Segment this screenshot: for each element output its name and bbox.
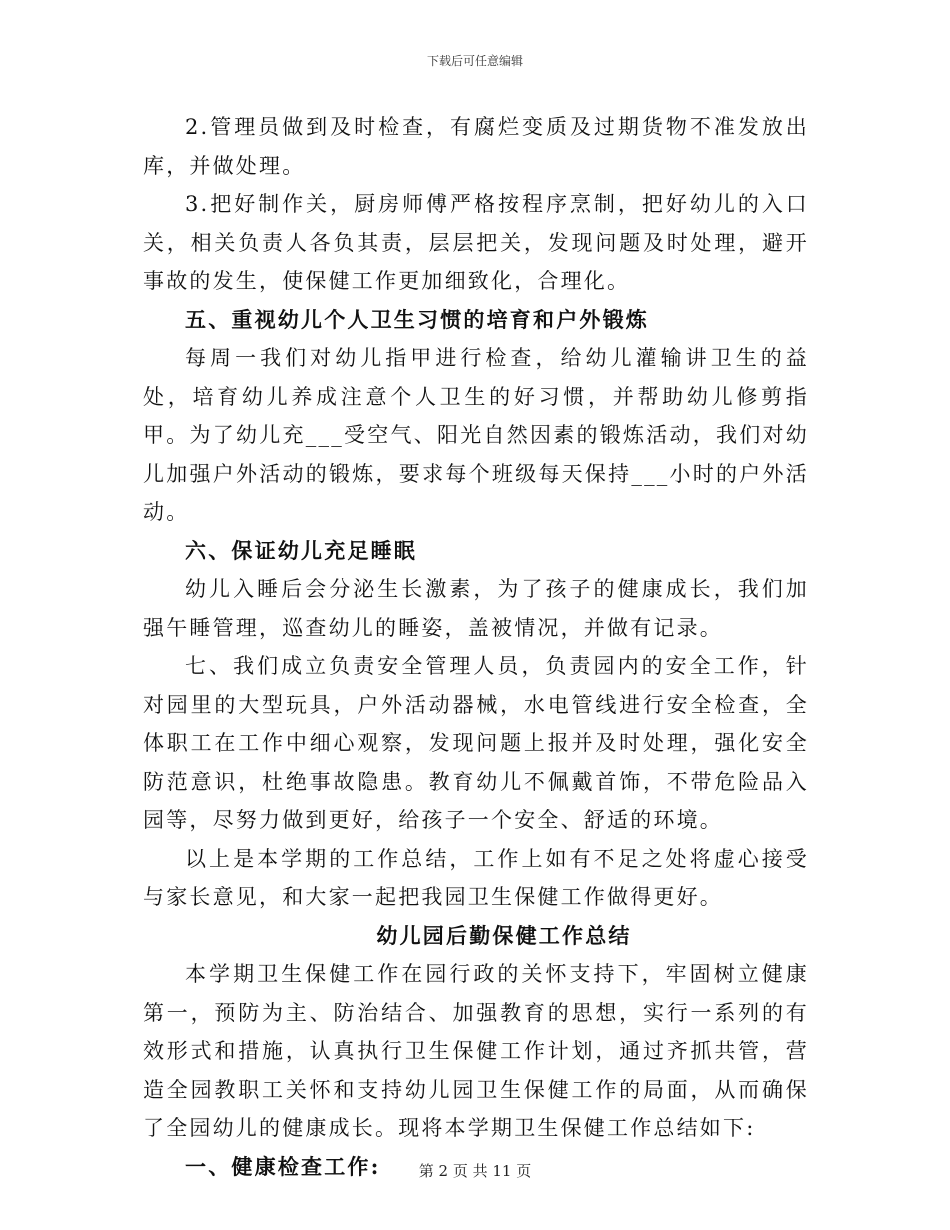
section-heading-sleep: 六、保证幼儿充足睡眠 — [185, 537, 417, 563]
document-title: 幼儿园后勤保健工作总结 — [376, 922, 632, 948]
paragraph-cooking-control: 3.把好制作关，厨房师傅严格按程序烹制，把好幼儿的入口关，相关负责人各负其责，层层把关，发现问题及时处理，避开事故的发生，使保健工作更加细致化，合理化。 — [143, 192, 809, 293]
section-heading-health-check: 一、健康检查工作: — [185, 1153, 381, 1179]
section-heading-hygiene: 五、重视幼儿个人卫生习惯的培育和户外锻炼 — [185, 306, 649, 332]
paragraph-conclusion: 以上是本学期的工作总结，工作上如有不足之处将虚心接受与家长意见，和大家一起把我园卫生保健工作做得更好。 — [143, 846, 809, 909]
paragraph-hygiene-habits: 每周一我们对幼儿指甲进行检查，给幼儿灌输讲卫生的益处，培育幼儿养成注意个人卫生的好习惯，并帮助幼儿修剪指甲。为了幼儿充___受空气、阳光自然因素的锻炼活动，我们对幼儿加强户外活动的锻炼，要求每个班级每天保持___小时的户外活动。 — [143, 346, 809, 524]
paragraph-sleep: 幼儿入睡后会分泌生长激素，为了孩子的健康成长，我们加强午睡管理，巡查幼儿的睡姿，盖被情况，并做有记录。 — [143, 577, 809, 640]
paragraph-introduction: 本学期卫生保健工作在园行政的关怀支持下，牢固树立健康第一，预防为主、防治结合、加强教育的思想，实行一系列的有效形式和措施，认真执行卫生保健工作计划，通过齐抓共管，营造全园教职工关怀和支持幼儿园卫生保健工作的局面，从而确保了全园幼儿的健康成长。现将本学期卫生保健工作总结如下: — [143, 962, 809, 1140]
paragraph-inventory-check: 2.管理员做到及时检查，有腐烂变质及过期货物不准发放出库，并做处理。 — [143, 115, 809, 178]
document-body — [143, 108, 809, 1186]
page-number: 第 2 页 共 11 页 — [418, 1162, 532, 1180]
header-note: 下载后可任意编辑 — [426, 54, 523, 68]
paragraph-safety: 七、我们成立负责安全管理人员，负责园内的安全工作，针对园里的大型玩具，户外活动器械，水电管线进行安全检查，全体职工在工作中细心观察，发现问题上报并及时处理，强化安全防范意识，杜绝事故隐患。教育幼儿不佩戴首饰，不带危险品入园等，尽努力做到更好，给孩子一个安全、舒适的环境。 — [143, 654, 809, 832]
